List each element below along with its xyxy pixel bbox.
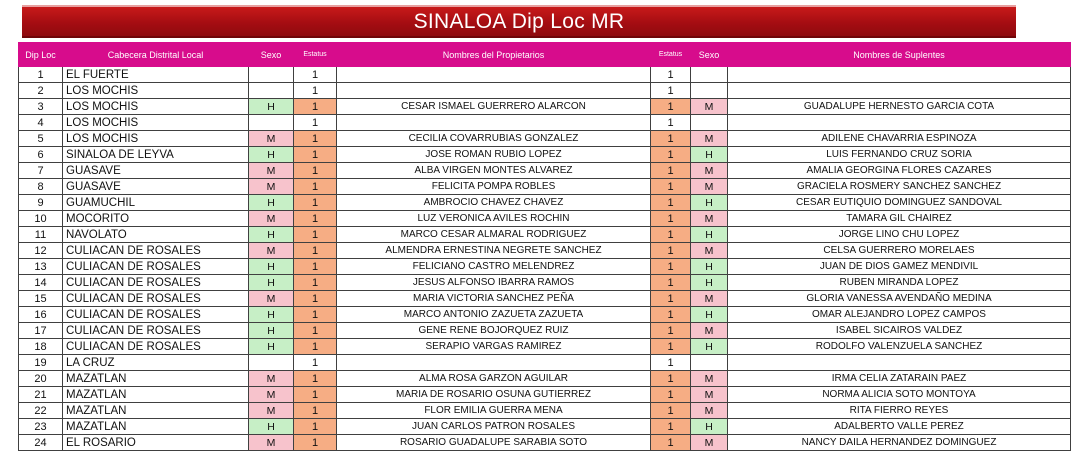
cell-cabecera: SINALOA DE LEYVA (63, 147, 249, 163)
cell-estatus: 1 (294, 115, 337, 131)
cell-suplente: AMALIA GEORGINA FLORES CAZARES (728, 163, 1071, 179)
page-title: SINALOA Dip Loc MR (22, 5, 1016, 38)
table-row (19, 339, 1071, 355)
cell-cabecera: NAVOLATO (63, 227, 249, 243)
cell-sexo-suplente (691, 115, 728, 131)
cell-dip-loc: 21 (19, 387, 63, 403)
cell-propietario: MARIA VICTORIA SANCHEZ PEÑA (337, 291, 651, 307)
cell-propietario: GENE RENE BOJORQUEZ RUIZ (337, 323, 651, 339)
cell-cabecera: EL FUERTE (63, 67, 249, 83)
cell-sexo: H (249, 147, 294, 163)
cell-dip-loc: 13 (19, 259, 63, 275)
cell-dip-loc: 20 (19, 371, 63, 387)
cell-cabecera: CULIACAN DE ROSALES (63, 291, 249, 307)
table-row (19, 227, 1071, 243)
cell-dip-loc: 19 (19, 355, 63, 371)
table-row (19, 387, 1071, 403)
table-row (19, 147, 1071, 163)
cell-dip-loc: 8 (19, 179, 63, 195)
table-row (19, 179, 1071, 195)
candidates-table (18, 42, 1071, 451)
cell-sexo: M (249, 435, 294, 451)
cell-suplente: ADILENE CHAVARRIA ESPINOZA (728, 131, 1071, 147)
cell-estatus-suplente: 1 (651, 419, 691, 435)
cell-sexo-suplente (691, 67, 728, 83)
cell-propietario: ALMA ROSA GARZON AGUILAR (337, 371, 651, 387)
header-estatus: Estatus (294, 43, 337, 67)
cell-estatus-suplente: 1 (651, 339, 691, 355)
cell-sexo-suplente: H (691, 275, 728, 291)
table-row (19, 67, 1071, 83)
cell-suplente: TAMARA GIL CHAIREZ (728, 211, 1071, 227)
cell-cabecera: MAZATLAN (63, 419, 249, 435)
cell-propietario: MARIA DE ROSARIO OSUNA GUTIERREZ (337, 387, 651, 403)
cell-sexo: M (249, 163, 294, 179)
cell-sexo-suplente: H (691, 419, 728, 435)
cell-estatus-suplente: 1 (651, 67, 691, 83)
cell-cabecera: MAZATLAN (63, 403, 249, 419)
cell-suplente (728, 83, 1071, 99)
cell-estatus-suplente: 1 (651, 435, 691, 451)
table-row (19, 83, 1071, 99)
cell-dip-loc: 9 (19, 195, 63, 211)
cell-dip-loc: 15 (19, 291, 63, 307)
cell-sexo-suplente: H (691, 147, 728, 163)
cell-dip-loc: 17 (19, 323, 63, 339)
cell-propietario (337, 67, 651, 83)
table-row (19, 419, 1071, 435)
cell-sexo-suplente: M (691, 291, 728, 307)
cell-suplente: IRMA CELIA ZATARAIN PAEZ (728, 371, 1071, 387)
cell-estatus-suplente: 1 (651, 131, 691, 147)
table-body (19, 67, 1071, 451)
cell-estatus-suplente: 1 (651, 323, 691, 339)
cell-sexo-suplente: M (691, 371, 728, 387)
table-row (19, 115, 1071, 131)
cell-sexo-suplente: M (691, 179, 728, 195)
cell-sexo-suplente: M (691, 323, 728, 339)
cell-sexo (249, 355, 294, 371)
table-row (19, 99, 1071, 115)
cell-suplente: NANCY DAILA HERNANDEZ DOMINGUEZ (728, 435, 1071, 451)
cell-suplente (728, 67, 1071, 83)
cell-dip-loc: 18 (19, 339, 63, 355)
cell-suplente: JUAN DE DIOS GAMEZ MENDIVIL (728, 259, 1071, 275)
cell-estatus-suplente: 1 (651, 83, 691, 99)
cell-estatus-suplente: 1 (651, 355, 691, 371)
cell-dip-loc: 10 (19, 211, 63, 227)
cell-sexo-suplente: M (691, 435, 728, 451)
cell-estatus: 1 (294, 307, 337, 323)
cell-sexo-suplente: H (691, 227, 728, 243)
cell-cabecera: LA CRUZ (63, 355, 249, 371)
cell-propietario: FLOR EMILIA GUERRA MENA (337, 403, 651, 419)
cell-sexo: M (249, 387, 294, 403)
header-dip-loc: Dip Loc (19, 43, 63, 67)
cell-dip-loc: 14 (19, 275, 63, 291)
cell-suplente: RITA FIERRO REYES (728, 403, 1071, 419)
cell-cabecera: CULIACAN DE ROSALES (63, 243, 249, 259)
cell-dip-loc: 24 (19, 435, 63, 451)
cell-estatus: 1 (294, 355, 337, 371)
cell-cabecera: CULIACAN DE ROSALES (63, 339, 249, 355)
cell-estatus: 1 (294, 419, 337, 435)
cell-estatus-suplente: 1 (651, 211, 691, 227)
cell-propietario (337, 355, 651, 371)
cell-estatus-suplente: 1 (651, 291, 691, 307)
cell-estatus-suplente: 1 (651, 163, 691, 179)
cell-dip-loc: 1 (19, 67, 63, 83)
table-row (19, 259, 1071, 275)
cell-cabecera: MAZATLAN (63, 371, 249, 387)
cell-suplente: GRACIELA ROSMERY SANCHEZ SANCHEZ (728, 179, 1071, 195)
cell-dip-loc: 7 (19, 163, 63, 179)
cell-estatus: 1 (294, 211, 337, 227)
header-sexo-suplente: Sexo (691, 43, 728, 67)
table-row (19, 211, 1071, 227)
cell-estatus-suplente: 1 (651, 179, 691, 195)
cell-sexo-suplente (691, 355, 728, 371)
table-row (19, 275, 1071, 291)
cell-propietario: MARCO CESAR ALMARAL RODRIGUEZ (337, 227, 651, 243)
cell-sexo-suplente: H (691, 307, 728, 323)
cell-estatus-suplente: 1 (651, 275, 691, 291)
cell-sexo-suplente: M (691, 163, 728, 179)
header-sexo: Sexo (249, 43, 294, 67)
header-estatus-suplente: Estatus (651, 43, 691, 67)
cell-estatus-suplente: 1 (651, 403, 691, 419)
cell-estatus-suplente: 1 (651, 371, 691, 387)
cell-estatus: 1 (294, 243, 337, 259)
cell-sexo: H (249, 339, 294, 355)
cell-sexo: H (249, 259, 294, 275)
cell-sexo: M (249, 291, 294, 307)
cell-estatus: 1 (294, 275, 337, 291)
cell-suplente: GLORIA VANESSA AVENDAÑO MEDINA (728, 291, 1071, 307)
cell-suplente: CELSA GUERRERO MORELAES (728, 243, 1071, 259)
cell-estatus: 1 (294, 163, 337, 179)
cell-sexo-suplente (691, 83, 728, 99)
table-row (19, 163, 1071, 179)
cell-sexo-suplente: M (691, 243, 728, 259)
cell-sexo-suplente: H (691, 339, 728, 355)
cell-estatus: 1 (294, 291, 337, 307)
cell-estatus: 1 (294, 147, 337, 163)
cell-dip-loc: 22 (19, 403, 63, 419)
cell-estatus-suplente: 1 (651, 195, 691, 211)
cell-estatus: 1 (294, 67, 337, 83)
cell-estatus-suplente: 1 (651, 243, 691, 259)
table-row (19, 291, 1071, 307)
header-propietarios: Nombres del Propietarios (337, 43, 651, 67)
cell-sexo-suplente: H (691, 195, 728, 211)
cell-propietario (337, 115, 651, 131)
cell-sexo-suplente: H (691, 259, 728, 275)
cell-sexo: H (249, 323, 294, 339)
cell-suplente: NORMA ALICIA SOTO MONTOYA (728, 387, 1071, 403)
cell-estatus: 1 (294, 339, 337, 355)
cell-sexo: M (249, 179, 294, 195)
cell-dip-loc: 3 (19, 99, 63, 115)
cell-cabecera: EL ROSARIO (63, 435, 249, 451)
table-row (19, 243, 1071, 259)
header-cabecera: Cabecera Distrital Local (63, 43, 249, 67)
cell-dip-loc: 2 (19, 83, 63, 99)
table-row (19, 195, 1071, 211)
cell-suplente: CESAR EUTIQUIO DOMINGUEZ SANDOVAL (728, 195, 1071, 211)
cell-cabecera: MAZATLAN (63, 387, 249, 403)
cell-propietario: SERAPIO VARGAS RAMIREZ (337, 339, 651, 355)
cell-suplente: JORGE LINO CHU LOPEZ (728, 227, 1071, 243)
cell-estatus: 1 (294, 227, 337, 243)
table-row (19, 323, 1071, 339)
cell-cabecera: GUASAVE (63, 179, 249, 195)
table-row (19, 355, 1071, 371)
cell-suplente (728, 355, 1071, 371)
table-row (19, 403, 1071, 419)
cell-dip-loc: 5 (19, 131, 63, 147)
cell-estatus: 1 (294, 435, 337, 451)
cell-estatus-suplente: 1 (651, 387, 691, 403)
cell-estatus: 1 (294, 83, 337, 99)
cell-dip-loc: 6 (19, 147, 63, 163)
cell-estatus-suplente: 1 (651, 99, 691, 115)
cell-cabecera: CULIACAN DE ROSALES (63, 307, 249, 323)
cell-propietario: LUZ VERONICA AVILES ROCHIN (337, 211, 651, 227)
cell-sexo: H (249, 419, 294, 435)
cell-cabecera: CULIACAN DE ROSALES (63, 259, 249, 275)
cell-propietario: JUAN CARLOS PATRON ROSALES (337, 419, 651, 435)
cell-propietario: JOSE ROMAN RUBIO LOPEZ (337, 147, 651, 163)
header-suplentes: Nombres de Suplentes (728, 43, 1071, 67)
cell-estatus-suplente: 1 (651, 147, 691, 163)
cell-propietario (337, 83, 651, 99)
table-row (19, 307, 1071, 323)
cell-cabecera: MOCORITO (63, 211, 249, 227)
cell-dip-loc: 16 (19, 307, 63, 323)
cell-propietario: JESUS ALFONSO IBARRA RAMOS (337, 275, 651, 291)
table-row (19, 131, 1071, 147)
cell-sexo: M (249, 211, 294, 227)
cell-cabecera: CULIACAN DE ROSALES (63, 323, 249, 339)
cell-estatus: 1 (294, 403, 337, 419)
cell-suplente: GUADALUPE HERNESTO GARCIA COTA (728, 99, 1071, 115)
cell-estatus-suplente: 1 (651, 227, 691, 243)
cell-cabecera: GUAMUCHIL (63, 195, 249, 211)
cell-sexo: H (249, 275, 294, 291)
cell-sexo: M (249, 371, 294, 387)
table-row (19, 371, 1071, 387)
table-row (19, 435, 1071, 451)
cell-cabecera: LOS MOCHIS (63, 131, 249, 147)
cell-propietario: FELICITA POMPA ROBLES (337, 179, 651, 195)
cell-sexo: M (249, 243, 294, 259)
cell-sexo-suplente: M (691, 403, 728, 419)
cell-propietario: FELICIANO CASTRO MELENDREZ (337, 259, 651, 275)
cell-cabecera: GUASAVE (63, 163, 249, 179)
cell-propietario: ALMENDRA ERNESTINA NEGRETE SANCHEZ (337, 243, 651, 259)
cell-suplente: RUBEN MIRANDA LOPEZ (728, 275, 1071, 291)
cell-sexo (249, 115, 294, 131)
cell-sexo (249, 67, 294, 83)
cell-suplente: RODOLFO VALENZUELA SANCHEZ (728, 339, 1071, 355)
cell-estatus: 1 (294, 179, 337, 195)
cell-suplente: OMAR ALEJANDRO LOPEZ CAMPOS (728, 307, 1071, 323)
cell-suplente (728, 115, 1071, 131)
cell-estatus: 1 (294, 99, 337, 115)
header-row (19, 43, 1071, 67)
cell-dip-loc: 12 (19, 243, 63, 259)
cell-sexo: M (249, 131, 294, 147)
cell-estatus: 1 (294, 195, 337, 211)
cell-propietario: AMBROCIO CHAVEZ CHAVEZ (337, 195, 651, 211)
cell-propietario: ALBA VIRGEN MONTES ALVAREZ (337, 163, 651, 179)
cell-propietario: MARCO ANTONIO ZAZUETA ZAZUETA (337, 307, 651, 323)
cell-suplente: ADALBERTO VALLE PEREZ (728, 419, 1071, 435)
cell-cabecera: CULIACAN DE ROSALES (63, 275, 249, 291)
cell-propietario: CESAR ISMAEL GUERRERO ALARCON (337, 99, 651, 115)
cell-estatus: 1 (294, 131, 337, 147)
cell-estatus-suplente: 1 (651, 307, 691, 323)
cell-estatus: 1 (294, 259, 337, 275)
cell-estatus: 1 (294, 371, 337, 387)
cell-sexo-suplente: M (691, 387, 728, 403)
cell-cabecera: LOS MOCHIS (63, 83, 249, 99)
cell-sexo-suplente: M (691, 211, 728, 227)
cell-estatus: 1 (294, 387, 337, 403)
cell-suplente: LUIS FERNANDO CRUZ SORIA (728, 147, 1071, 163)
cell-suplente: ISABEL SICAIROS VALDEZ (728, 323, 1071, 339)
cell-sexo: H (249, 307, 294, 323)
cell-dip-loc: 23 (19, 419, 63, 435)
cell-propietario: CECILIA COVARRUBIAS GONZALEZ (337, 131, 651, 147)
cell-sexo: H (249, 195, 294, 211)
cell-sexo-suplente: M (691, 131, 728, 147)
cell-propietario: ROSARIO GUADALUPE SARABIA SOTO (337, 435, 651, 451)
cell-dip-loc: 4 (19, 115, 63, 131)
cell-sexo-suplente: M (691, 99, 728, 115)
cell-cabecera: LOS MOCHIS (63, 99, 249, 115)
cell-estatus: 1 (294, 323, 337, 339)
cell-sexo (249, 83, 294, 99)
cell-estatus-suplente: 1 (651, 115, 691, 131)
cell-sexo: M (249, 403, 294, 419)
cell-dip-loc: 11 (19, 227, 63, 243)
cell-sexo: H (249, 99, 294, 115)
cell-estatus-suplente: 1 (651, 259, 691, 275)
cell-cabecera: LOS MOCHIS (63, 115, 249, 131)
cell-sexo: H (249, 227, 294, 243)
